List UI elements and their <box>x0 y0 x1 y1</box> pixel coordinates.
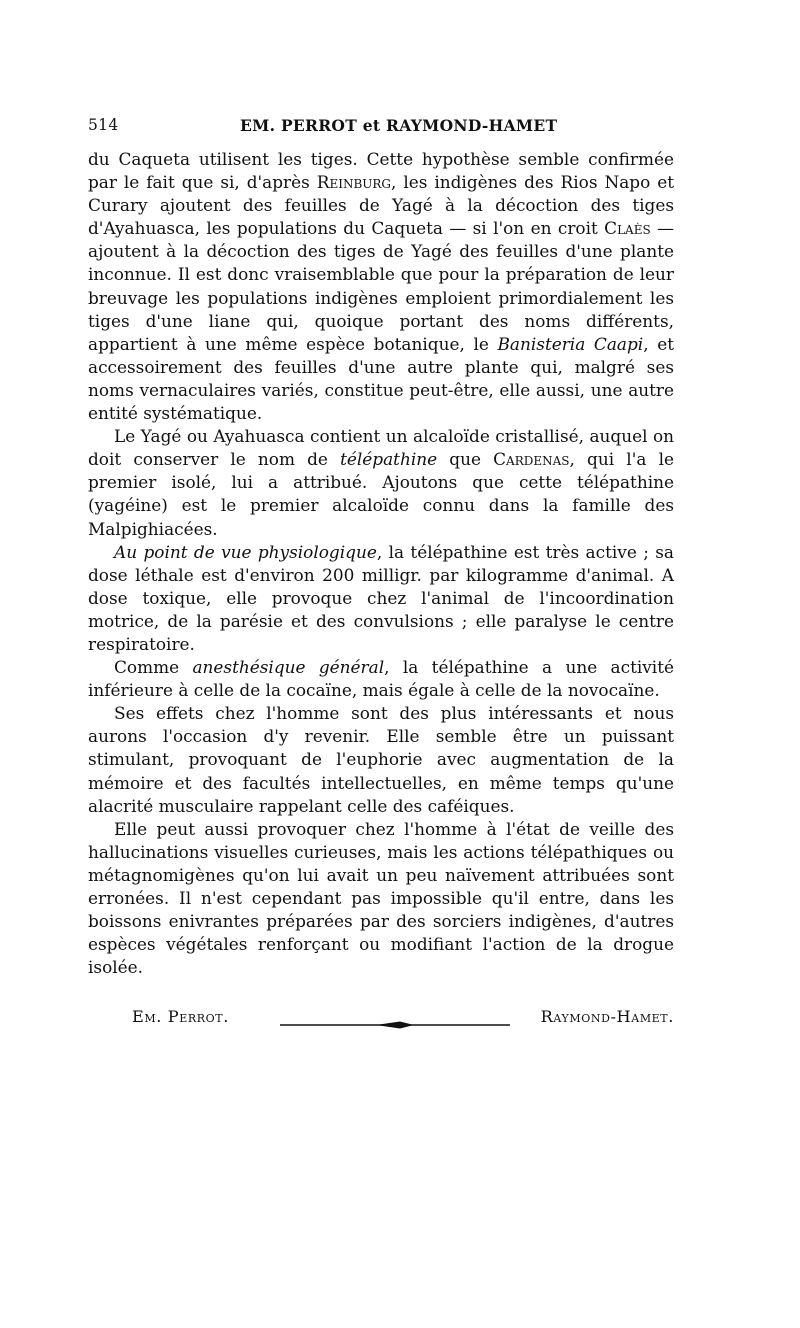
end-ornament <box>280 1019 510 1031</box>
author-name-claes: Claès <box>604 218 651 239</box>
paragraph-2 <box>88 425 674 540</box>
text-run: Le Yagé ou Ayahuasca contient un alcaloïde cristallisé, auquel on doit conserver le nom de <box>88 426 674 470</box>
paragraph-1 <box>88 148 674 425</box>
paragraph-4 <box>88 656 674 702</box>
text-run: — ajoutent à la décoction des tiges de Yagé des feuilles d'une plante inconnue. Il est donc vraisemblable que pour la préparation de leur breuvage les populations indigènes emploient primordialement les tiges d'une liane qui, quoique portant des noms différents, appartient à une même espèce botanique, le <box>88 218 674 354</box>
signature-perrot: Em. Perrot. <box>132 1007 229 1027</box>
running-title: EM. PERROT et RAYMOND-HAMET <box>240 116 558 135</box>
page-number: 514 <box>88 116 119 134</box>
ornament-diamond <box>376 1022 414 1029</box>
text-run: , la télépathine est très active ; sa dose léthale est d'environ 200 milligr. par kilogramme d'animal. A dose toxique, elle provoque chez l'animal de l'incoordination motrice, de la parésie et des convulsions ; elle paralyse le centre respiratoire. <box>88 541 675 654</box>
text-run: , qui l'a le premier isolé, lui a attribué. Ajoutons que cette télépathine (yagéine) est le premier alcaloïde connu dans la famille des Malpighiacées. <box>88 449 674 539</box>
author-name-cardenas: Cardenas <box>493 449 570 470</box>
term-anesthesique: anesthésique général <box>192 657 385 678</box>
text-run: que <box>437 449 494 470</box>
text-run: du Caqueta utilisent les tiges. Cette hypothèse semble confirmée par le fait que si, d'après <box>88 149 674 193</box>
book-page <box>88 112 674 1031</box>
text-run: Comme <box>114 657 193 678</box>
section-lead-physiologique: Au point de vue physiologique <box>114 541 377 562</box>
text-run: Elle peut aussi provoquer chez l'homme à l'état de veille des hallucinations visuelles curieuses, mais les actions télépathiques ou métagnomigènes qu'on lui avait un peu naïvement attribuées sont erronées. Il n'est cependant pas impossible qu'il entre, dans les boissons enivrantes préparées par des sorciers indigènes, d'autres espèces végétales renforçant ou modifiant l'action de la drogue isolée. <box>88 818 674 978</box>
paragraph-3 <box>88 541 674 656</box>
paragraph-5 <box>88 702 674 817</box>
paragraph-6 <box>88 818 674 980</box>
page-header <box>88 112 674 144</box>
term-telepathine: télépathine <box>340 449 438 470</box>
body-text <box>88 148 674 979</box>
species-name: Banisteria Caapi <box>497 333 644 354</box>
text-run: , la télépathine a une activité inférieure à celle de la cocaïne, mais égale à celle de la novocaïne. <box>88 657 674 701</box>
text-run: , les indigènes des Rios Napo et Curary ajoutent des feuilles de Yagé à la décoction des tiges d'Ayahuasca, les populations du Caqueta — si l'on en croit <box>88 172 674 239</box>
signature-raymond-hamet: Raymond-Hamet. <box>540 1007 674 1027</box>
text-run: Ses effets chez l'homme sont des plus intéressants et nous aurons l'occasion d'y revenir. Elle semble être un puissant stimulant, provoquant de l'euphorie avec augmentation de la mémoire et des facultés intellectuelles, en même temps qu'une alacrité musculaire rappelant celle des caféiques. <box>88 703 674 816</box>
text-run: , et accessoirement des feuilles d'une autre plante qui, malgré ses noms vernaculaires variés, constitue peut-être, elle aussi, une autre entité systématique. <box>88 333 674 424</box>
author-name-reinburg: Reinburg <box>316 172 392 193</box>
